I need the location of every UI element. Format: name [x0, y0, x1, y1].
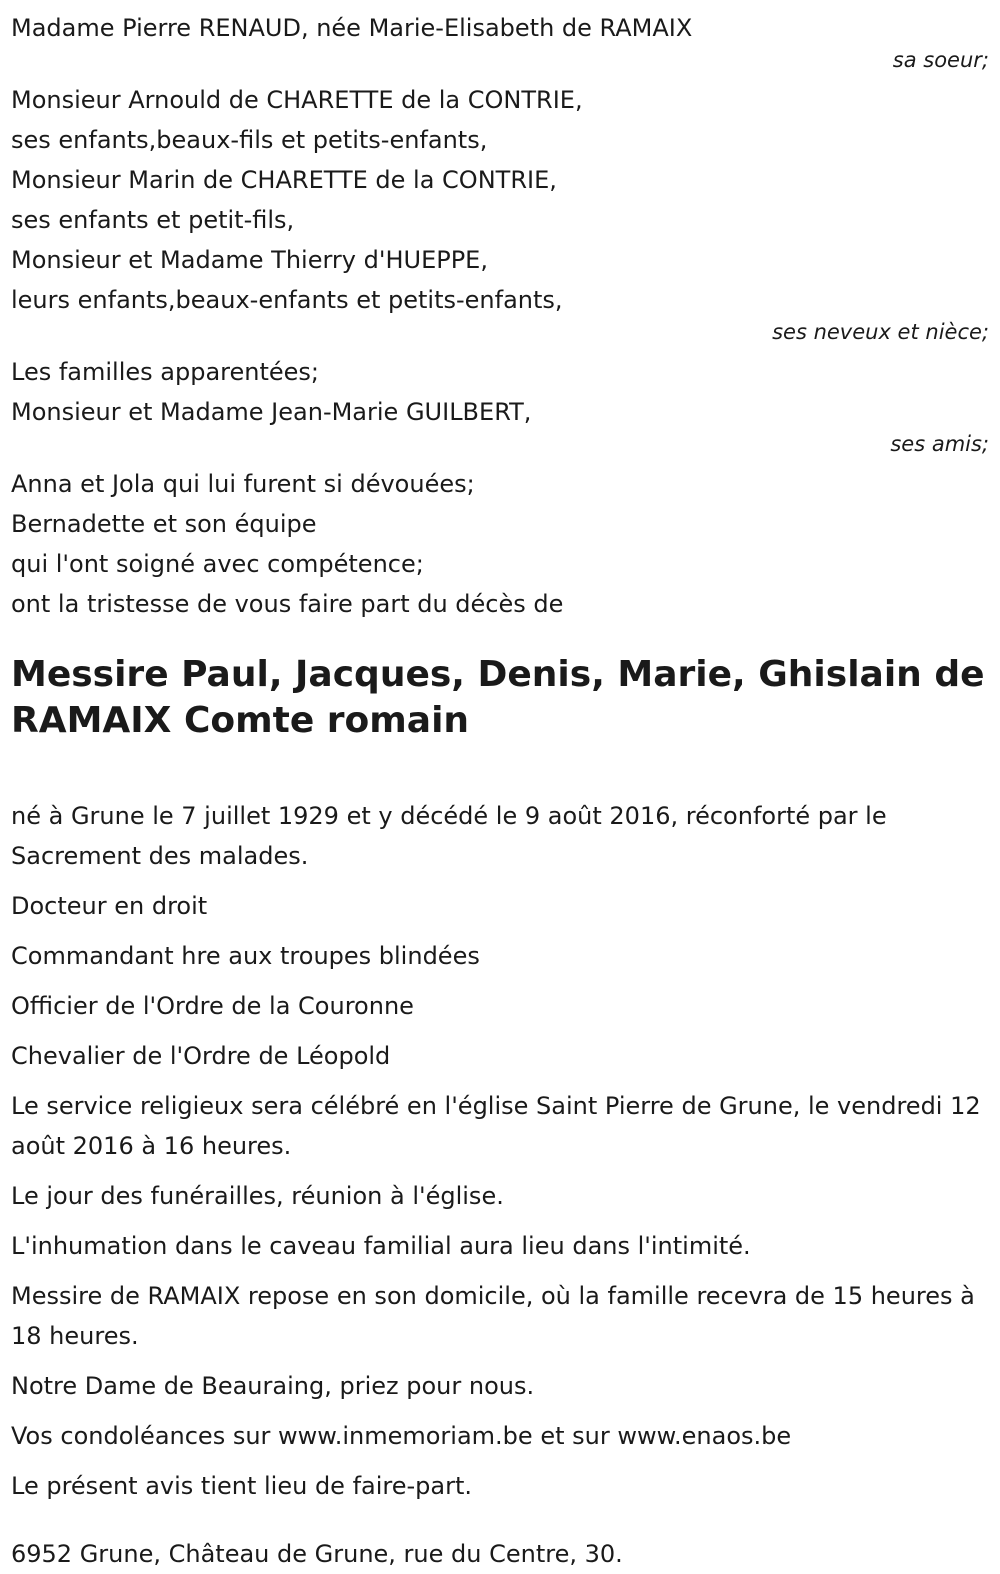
home-address: 6952 Grune, Château de Grune, rue du Centre, 30.: [11, 1540, 623, 1568]
detail-paragraph: Officier de l'Ordre de la Couronne: [11, 992, 414, 1020]
detail-paragraph: Chevalier de l'Ordre de Léopold: [11, 1042, 391, 1070]
family-line: ses enfants,beaux-fils et petits-enfants,: [11, 126, 488, 154]
family-line: Madame Pierre RENAUD, née Marie-Elisabeth de RAMAIX: [11, 14, 693, 42]
detail-paragraph: Le service religieux sera célébré en l'église Saint Pierre de Grune, le vendredi 12 août 2016 à 16 heures.: [11, 1092, 981, 1160]
family-line: ont la tristesse de vous faire part du décès de: [11, 590, 564, 618]
family-line: ses enfants et petit-fils,: [11, 206, 295, 234]
detail-paragraph: Vos condoléances sur www.inmemoriam.be et sur www.enaos.be: [11, 1422, 792, 1450]
family-line: qui l'ont soigné avec compétence;: [11, 550, 424, 578]
family-line: leurs enfants,beaux-enfants et petits-enfants,: [11, 286, 563, 314]
relation-label: ses neveux et nièce;: [772, 320, 989, 344]
family-line: Monsieur et Madame Thierry d'HUEPPE,: [11, 246, 488, 274]
notice-details: [11, 796, 989, 1506]
deceased-name: Messire Paul, Jacques, Denis, Marie, Ghislain de RAMAIX Comte romain: [11, 654, 985, 741]
detail-paragraph: Messire de RAMAIX repose en son domicile, où la famille recevra de 15 heures à 18 heures.: [11, 1282, 975, 1350]
detail-paragraph: Notre Dame de Beauraing, priez pour nous.: [11, 1372, 535, 1400]
family-line: Anna et Jola qui lui furent si dévouées;: [11, 470, 475, 498]
detail-paragraph: Le présent avis tient lieu de faire-part.: [11, 1472, 473, 1500]
detail-paragraph: L'inhumation dans le caveau familial aura lieu dans l'intimité.: [11, 1232, 751, 1260]
detail-paragraph: Le jour des funérailles, réunion à l'église.: [11, 1182, 504, 1210]
detail-paragraph: Docteur en droit: [11, 892, 208, 920]
family-group-friends: [11, 352, 989, 456]
obituary-notice: [11, 8, 989, 1574]
detail-paragraph: Commandant hre aux troupes blindées: [11, 942, 480, 970]
family-group-nephews: [11, 80, 989, 344]
family-line: Monsieur et Madame Jean-Marie GUILBERT,: [11, 398, 532, 426]
relation-label: sa soeur;: [892, 48, 989, 72]
family-group-sister: [11, 8, 989, 72]
family-line: Monsieur Marin de CHARETTE de la CONTRIE,: [11, 166, 557, 194]
family-line: Monsieur Arnould de CHARETTE de la CONTRIE,: [11, 86, 583, 114]
family-line: Les familles apparentées;: [11, 358, 320, 386]
detail-paragraph: né à Grune le 7 juillet 1929 et y décédé le 9 août 2016, réconforté par le Sacrement des malades.: [11, 802, 887, 870]
relation-label: ses amis;: [890, 432, 989, 456]
family-line: Bernadette et son équipe: [11, 510, 317, 538]
family-group-caregivers: [11, 464, 989, 624]
